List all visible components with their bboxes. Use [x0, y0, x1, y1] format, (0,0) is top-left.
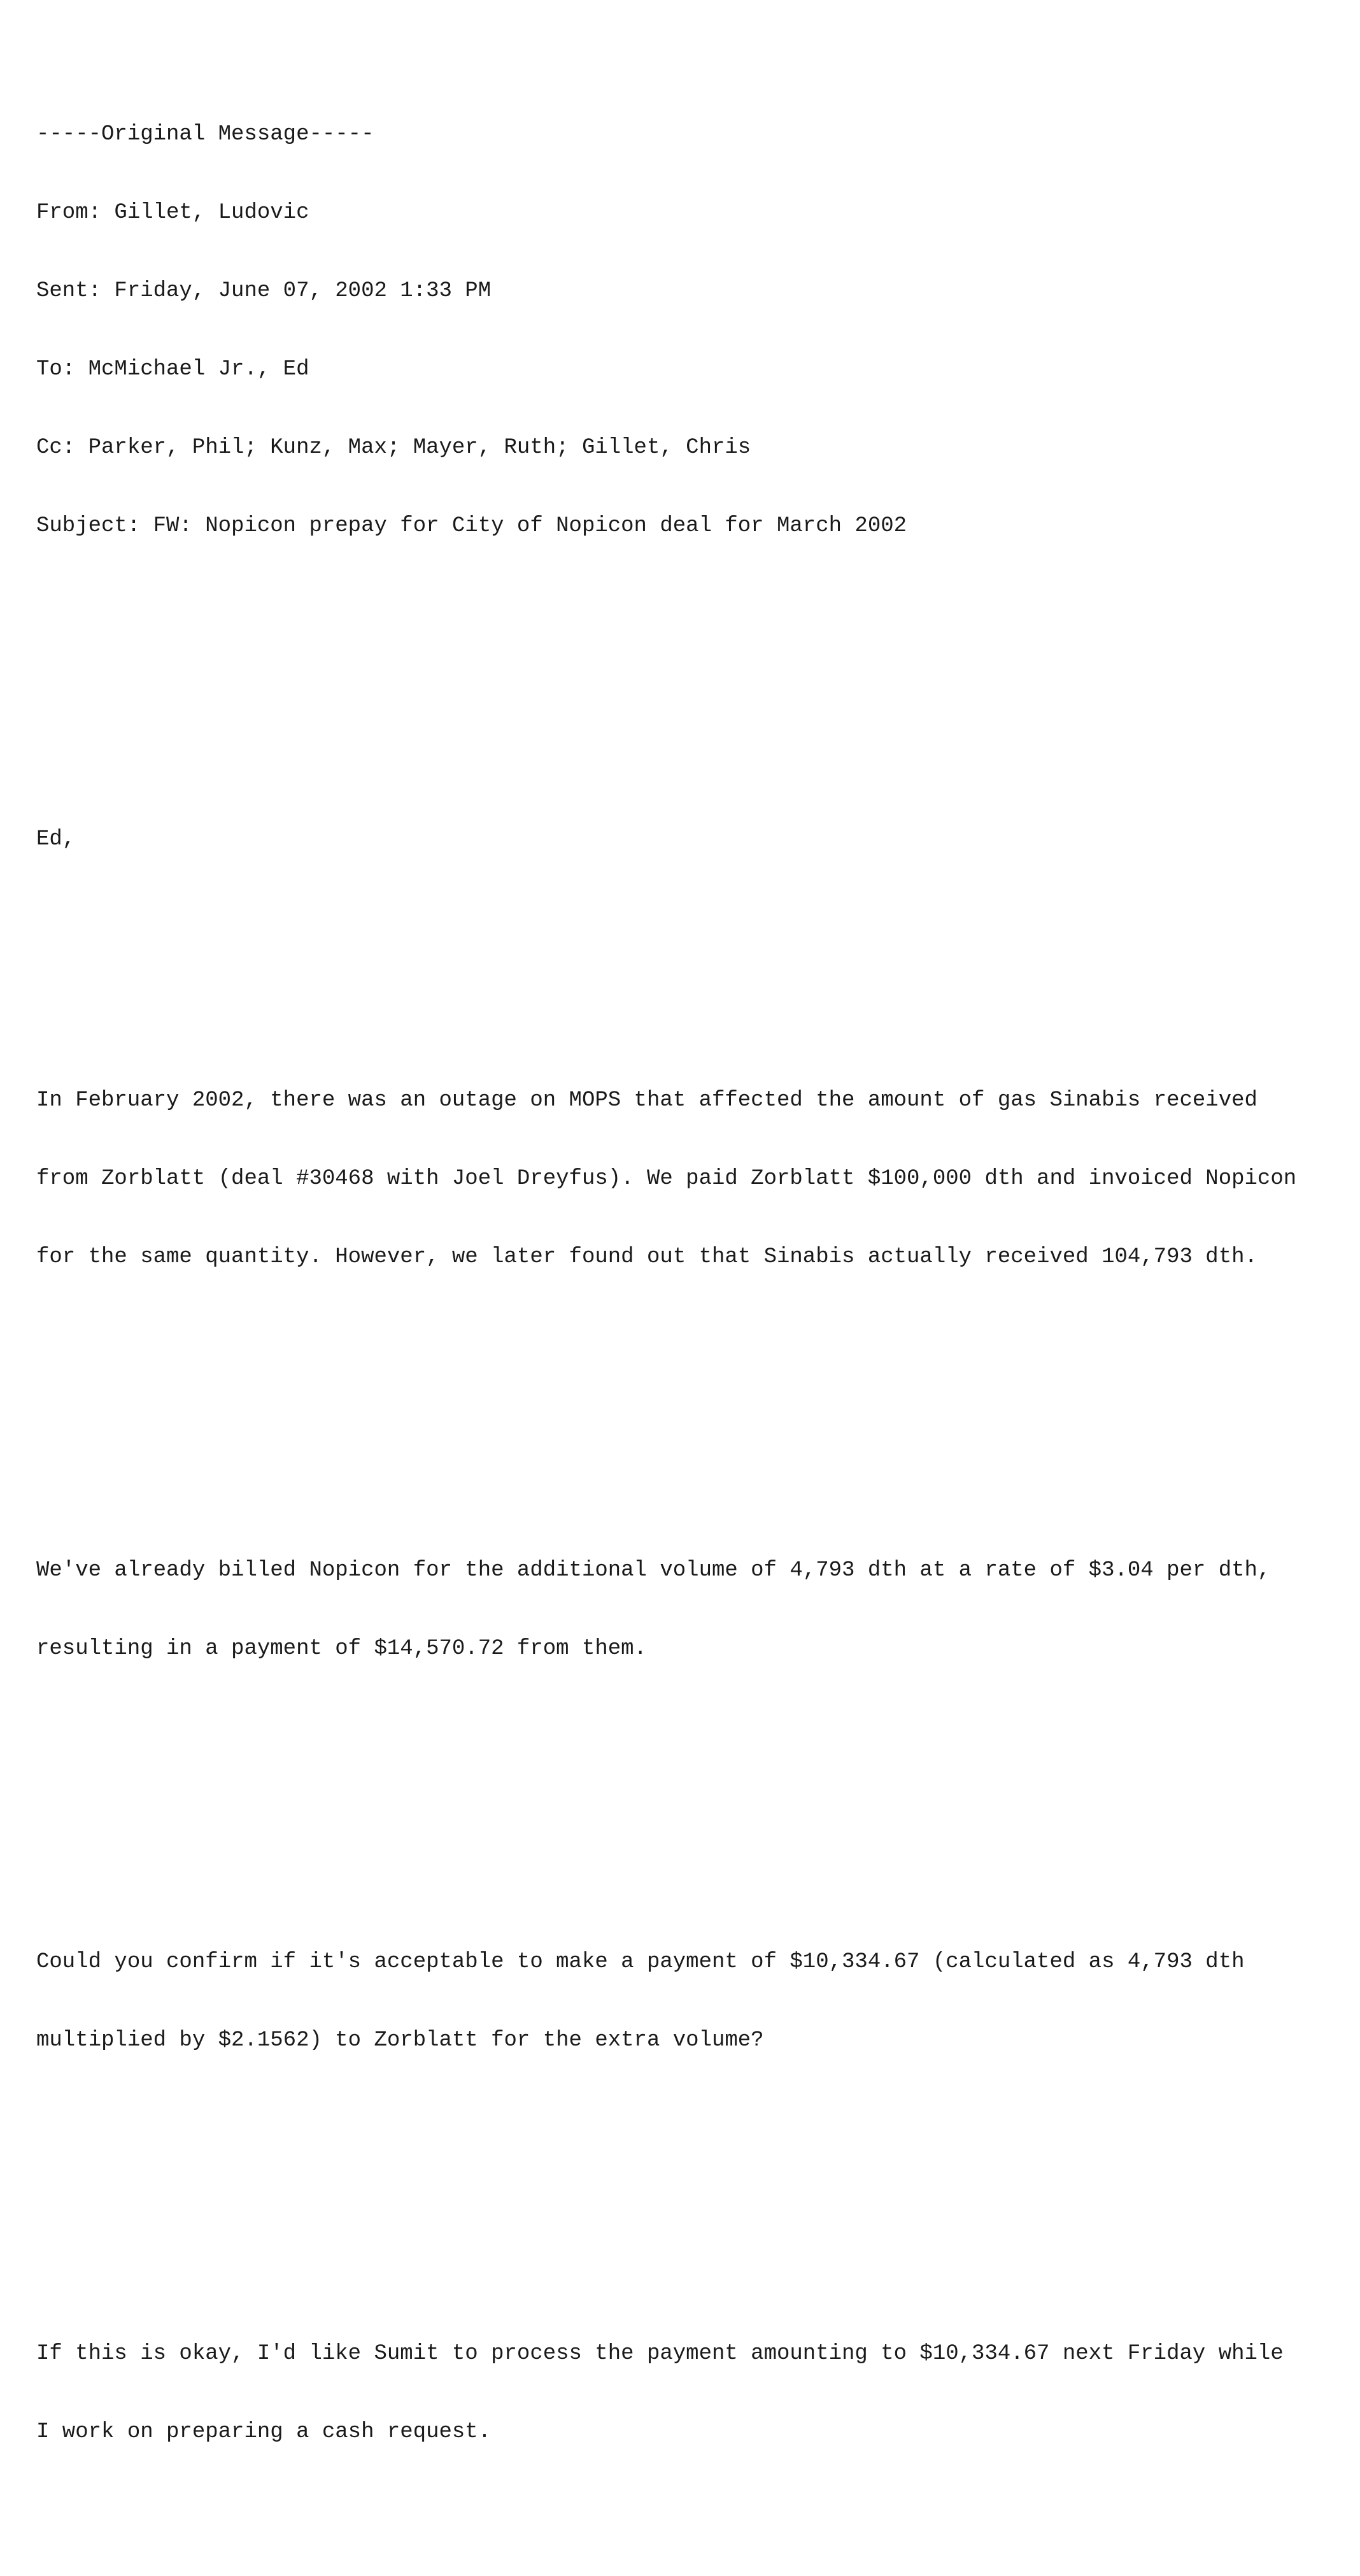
- body-paragraph-4: [36, 2289, 1348, 2498]
- cc-line: Cc: Parker, Phil; Kunz, Max; Mayer, Ruth; Gillet, Chris: [36, 436, 751, 460]
- body-line: for the same quantity. However, we later found out that Sinabis actually received 104,793 dth.: [36, 1245, 1257, 1269]
- body-line: In February 2002, there was an outage on MOPS that affected the amount of gas Sinabis received: [36, 1088, 1257, 1113]
- from-line: From: Gillet, Ludovic: [36, 201, 309, 225]
- body-line: from Zorblatt (deal #30468 with Joel Dreyfus). We paid Zorblatt $100,000 dth and invoiced Nopicon: [36, 1167, 1297, 1191]
- original-message-separator: -----Original Message-----: [36, 122, 374, 146]
- greeting: Ed,: [36, 827, 76, 851]
- body-paragraph-3: [36, 1897, 1348, 2106]
- body-line: We've already billed Nopicon for the additional volume of 4,793 dth at a rate of $3.04 per dth,: [36, 1558, 1271, 1583]
- body-line: If this is okay, I'd like Sumit to process the payment amounting to $10,334.67 next Friday while: [36, 2342, 1284, 2366]
- blank-line: [36, 931, 1348, 957]
- body-line: multiplied by $2.1562) to Zorblatt for the extra volume?: [36, 2028, 764, 2053]
- email-header: [36, 69, 1348, 592]
- body-line: Could you confirm if it's acceptable to make a payment of $10,334.67 (calculated as 4,793 dth: [36, 1950, 1245, 1974]
- sent-line: Sent: Friday, June 07, 2002 1:33 PM: [36, 279, 492, 303]
- subject-line: Subject: FW: Nopicon prepay for City of Nopicon deal for March 2002: [36, 514, 907, 538]
- blank-line: [36, 2184, 1348, 2210]
- to-line: To: McMichael Jr., Ed: [36, 357, 309, 381]
- blank-line: [36, 1793, 1348, 1819]
- blank-line: [36, 670, 1348, 696]
- body-paragraph-1: [36, 1035, 1348, 1323]
- email-body: [36, 774, 1348, 2550]
- blank-line: [36, 1401, 1348, 1427]
- email-message: [36, 17, 1348, 2576]
- body-line: I work on preparing a cash request.: [36, 2420, 492, 2444]
- body-line: resulting in a payment of $14,570.72 from them.: [36, 1637, 647, 1661]
- body-paragraph-2: [36, 1505, 1348, 1714]
